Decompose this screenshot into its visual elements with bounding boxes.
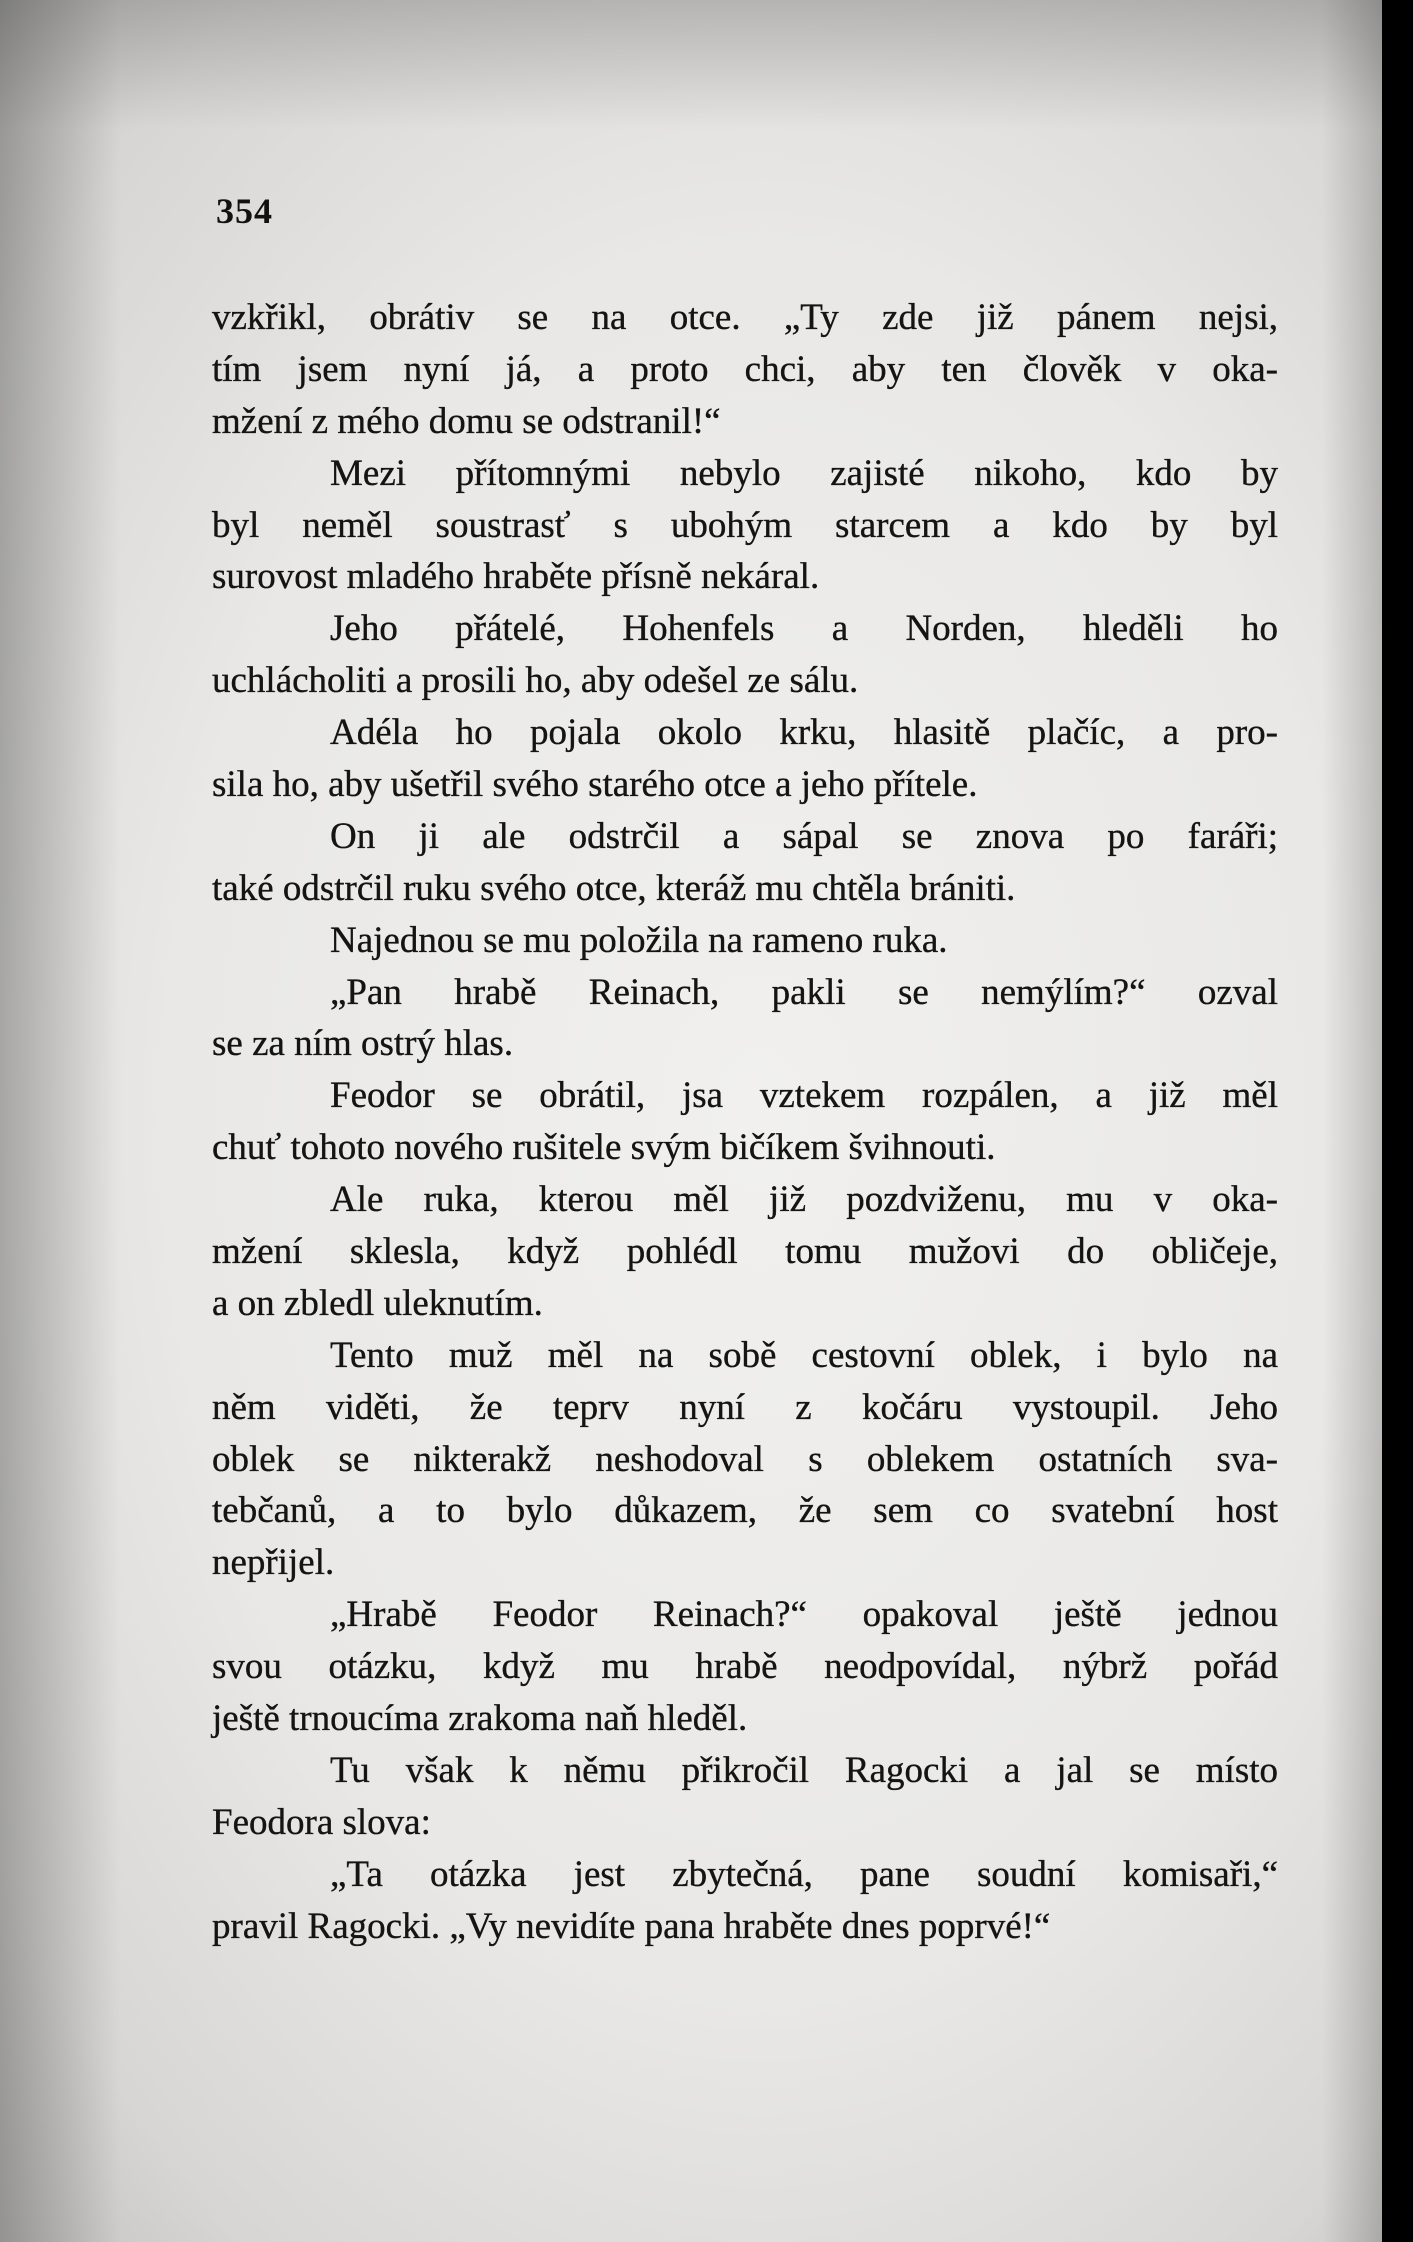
- text-line: surovost mladého hraběte přísně nekáral.: [212, 556, 820, 598]
- text-line: Tento muž měl na sobě cestovní oblek, i bylo na: [330, 1334, 1278, 1376]
- page-shadow-top: [0, 0, 1382, 130]
- text-line: a on zbledl uleknutím.: [212, 1282, 543, 1324]
- text-line: něm viděti, že teprv nyní z kočáru vystoupil. Jeho: [212, 1386, 1278, 1428]
- page-shadow-left: [0, 0, 120, 2242]
- text-line: chuť tohoto nového rušitele svým bičíkem švihnouti.: [212, 1127, 996, 1169]
- text-line: Feodora slova:: [212, 1801, 431, 1843]
- text-line: také odstrčil ruku svého otce, kteráž mu chtěla brániti.: [212, 867, 1016, 909]
- text-line: Tu však k němu přikročil Ragocki a jal se místo: [330, 1749, 1278, 1791]
- text-line: tím jsem nyní já, a proto chci, aby ten člověk v oka-: [212, 348, 1278, 390]
- text-line: Ale ruka, kterou měl již pozdviženu, mu v oka-: [330, 1179, 1278, 1221]
- text-line: byl neměl soustrasť s ubohým starcem a kdo by byl: [212, 504, 1278, 546]
- text-line: Feodor se obrátil, jsa vztekem rozpálen, a již měl: [330, 1075, 1278, 1117]
- text-line: svou otázku, když mu hrabě neodpovídal, nýbrž pořád: [212, 1646, 1278, 1688]
- text-line: oblek se nikterakž neshodoval s oblekem ostatních sva-: [212, 1438, 1278, 1480]
- text-line: „Pan hrabě Reinach, pakli se nemýlím?“ ozval: [330, 971, 1278, 1013]
- text-line: mžení z mého domu se odstranil!“: [212, 400, 721, 442]
- text-line: „Hrabě Feodor Reinach?“ opakoval ještě jednou: [330, 1594, 1278, 1636]
- page-shadow-right: [1322, 0, 1382, 2242]
- body-text: [212, 292, 1278, 1953]
- text-line: Mezi přítomnými nebylo zajisté nikoho, kdo by: [330, 452, 1278, 494]
- text-line: nepřijel.: [212, 1542, 335, 1584]
- text-line: Jeho přátelé, Hohenfels a Norden, hleděli ho: [330, 608, 1278, 650]
- text-line: „Ta otázka jest zbytečná, pane soudní komisaři,“: [330, 1853, 1278, 1895]
- text-line: uchlácholiti a prosili ho, aby odešel ze sálu.: [212, 660, 859, 702]
- text-line: se za ním ostrý hlas.: [212, 1023, 514, 1065]
- text-line: tebčanů, a to bylo důkazem, že sem co svatební host: [212, 1490, 1278, 1532]
- text-line: ještě trnoucíma zrakoma naň hleděl.: [212, 1698, 748, 1740]
- text-line: vzkřikl, obrátiv se na otce. „Ty zde již pánem nejsi,: [212, 297, 1278, 338]
- text-line: On ji ale odstrčil a sápal se znova po faráři;: [330, 815, 1278, 857]
- text-line: Adéla ho pojala okolo krku, hlasitě plačíc, a pro-: [330, 712, 1278, 754]
- text-line: mžení sklesla, když pohlédl tomu mužovi do obličeje,: [212, 1231, 1278, 1273]
- text-line: Najednou se mu položila na rameno ruka.: [330, 919, 948, 961]
- text-line: sila ho, aby ušetřil svého starého otce a jeho přítele.: [212, 764, 978, 806]
- text-line: pravil Ragocki. „Vy nevidíte pana hraběte dnes poprvé!“: [212, 1905, 1051, 1947]
- page-number: 354: [216, 191, 273, 231]
